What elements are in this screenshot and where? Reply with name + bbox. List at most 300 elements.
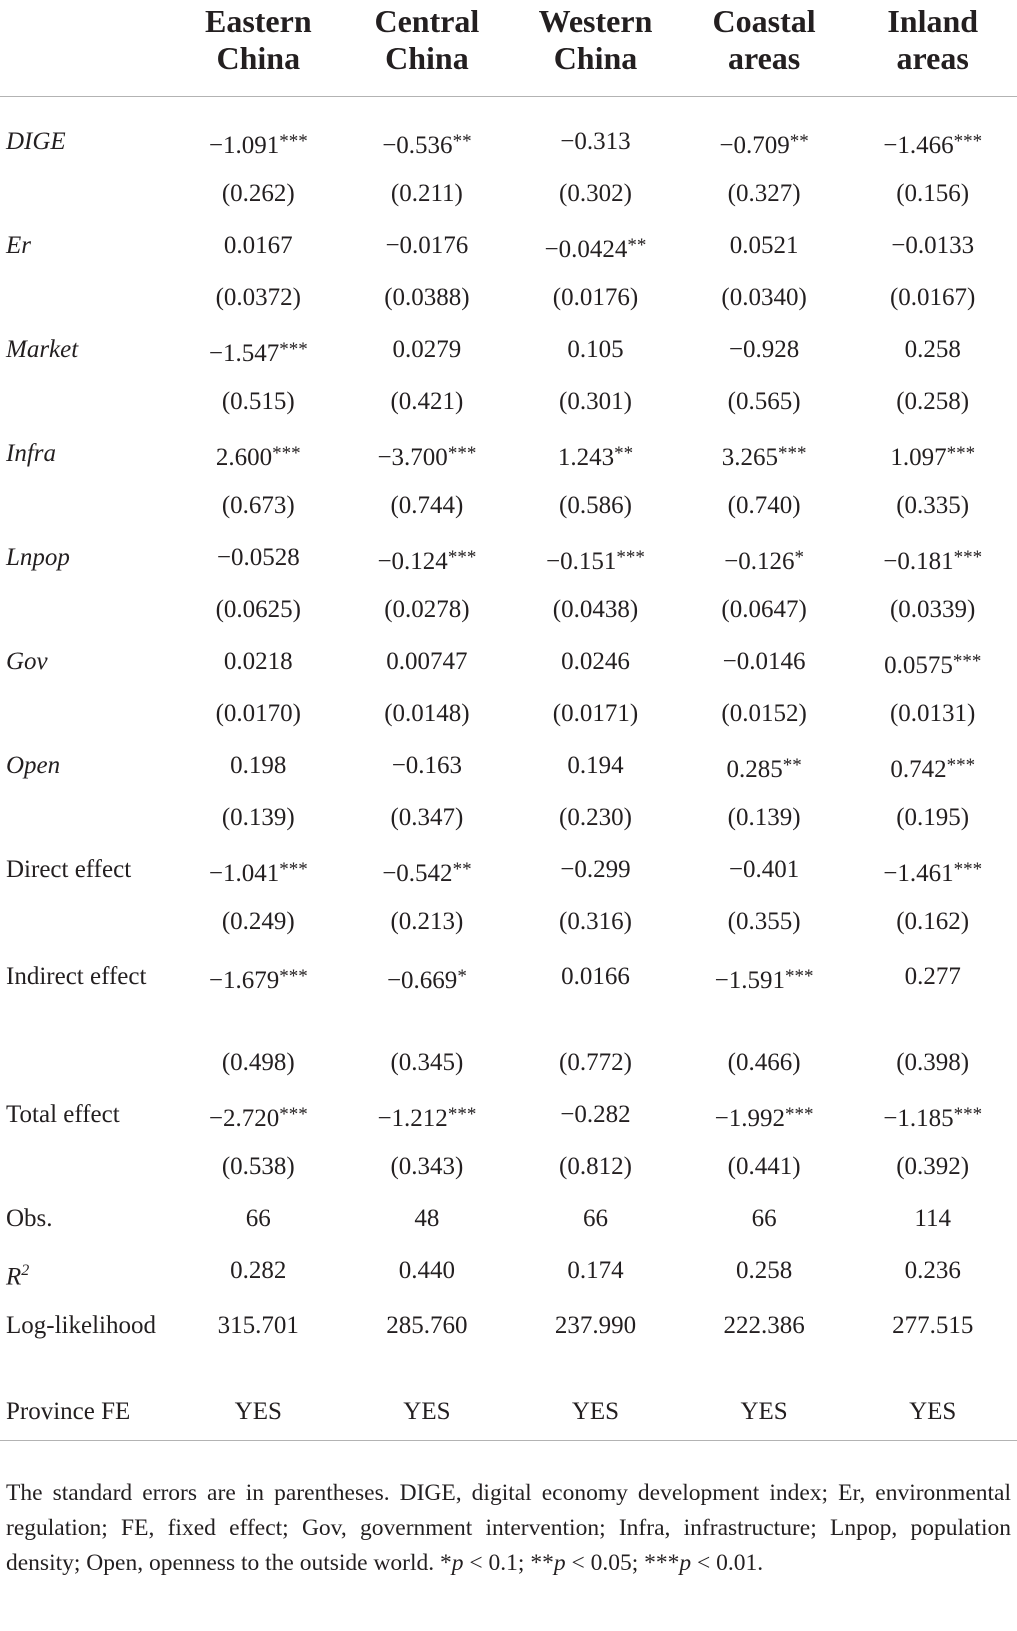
table-row — [0, 1195, 1017, 1247]
cell-value: −0.536 — [382, 132, 453, 159]
table-cell — [848, 742, 1017, 794]
table-cell — [343, 794, 512, 846]
cell-value: −0.181 — [883, 548, 954, 575]
table-cell — [511, 794, 680, 846]
cell-value: −1.992 — [714, 1105, 785, 1132]
table-cell — [174, 1039, 343, 1091]
cell-value: −3.700 — [377, 444, 448, 471]
row-label — [0, 1195, 174, 1247]
footnote-threshold-3: < 0.01. — [691, 1550, 764, 1576]
cell-value: 0.0246 — [561, 648, 630, 675]
cell-value: (0.335) — [896, 492, 970, 519]
table-cell — [848, 118, 1017, 170]
cell-value: (0.302) — [559, 180, 632, 207]
row-label-text: Gov — [6, 648, 48, 675]
table-row — [0, 482, 1017, 534]
table-footnote — [6, 1476, 1011, 1581]
table-cell — [511, 1247, 680, 1299]
cell-value: (0.538) — [221, 1153, 295, 1180]
table-row — [0, 326, 1017, 378]
table-cell — [511, 1299, 680, 1388]
cell-value: (0.392) — [896, 1153, 970, 1180]
cell-value: −1.679 — [208, 967, 280, 994]
row-label — [0, 638, 174, 690]
cell-value: 1.243 — [557, 444, 615, 471]
table-cell — [511, 1388, 680, 1440]
table-cell — [343, 1247, 512, 1299]
cell-value: (0.586) — [559, 492, 632, 519]
table-cell — [174, 1247, 343, 1299]
table-row — [0, 430, 1017, 482]
cell-value: (0.466) — [727, 1049, 801, 1076]
significance-stars: *** — [279, 1104, 308, 1125]
header-central-china: Central China — [374, 3, 480, 76]
table-cell — [343, 378, 512, 430]
table-cell — [511, 950, 680, 1039]
table-cell — [511, 846, 680, 898]
cell-value: 0.285 — [726, 756, 783, 783]
row-label — [0, 1299, 174, 1388]
table-cell — [680, 638, 849, 690]
cell-value: −0.163 — [391, 752, 463, 779]
cell-value: 0.0575 — [884, 652, 953, 679]
table-cell — [343, 742, 512, 794]
significance-stars: *** — [953, 859, 983, 880]
table-cell — [343, 1039, 512, 1091]
row-label — [0, 1247, 174, 1299]
cell-value: −0.0176 — [385, 232, 469, 259]
table-cell — [848, 482, 1017, 534]
table-cell — [174, 326, 343, 378]
cell-value: (0.398) — [896, 1049, 970, 1076]
cell-value: 66 — [751, 1205, 777, 1232]
significance-stars: *** — [952, 651, 982, 672]
cell-value: YES — [403, 1398, 451, 1425]
table-cell — [848, 690, 1017, 742]
table-row — [0, 1247, 1017, 1299]
cell-value: 0.282 — [230, 1257, 287, 1284]
table-cell — [174, 742, 343, 794]
row-label — [0, 586, 174, 638]
row-label-text: Lnpop — [6, 544, 70, 571]
cell-value: 0.105 — [567, 336, 624, 363]
significance-stars: ** — [789, 131, 809, 152]
cell-value: (0.139) — [221, 804, 295, 831]
table-cell — [848, 794, 1017, 846]
cell-value: (0.772) — [559, 1049, 632, 1076]
cell-value: 3.265 — [721, 444, 778, 471]
cell-value: −1.041 — [208, 860, 280, 887]
footnote-threshold-1: < 0.1; — [463, 1550, 525, 1576]
row-label — [0, 1091, 174, 1143]
cell-value: (0.0152) — [721, 700, 807, 727]
cell-value: 237.990 — [554, 1312, 637, 1339]
table-cell — [680, 1388, 849, 1440]
significance-stars: ** — [627, 235, 647, 256]
header-coastal-areas: Coastal areas — [712, 3, 816, 76]
cell-value: −0.282 — [560, 1101, 631, 1128]
table-cell — [511, 898, 680, 950]
table-cell — [680, 1143, 849, 1195]
cell-value: −2.720 — [208, 1105, 280, 1132]
table-cell — [511, 534, 680, 586]
table-cell — [343, 1299, 512, 1388]
table-cell — [511, 482, 680, 534]
table-cell — [343, 222, 512, 274]
cell-value: −1.461 — [883, 860, 954, 887]
table-cell — [174, 274, 343, 326]
row-label — [0, 1039, 174, 1091]
cell-value: 277.515 — [892, 1312, 974, 1339]
table-cell — [848, 1247, 1017, 1299]
table-cell — [848, 586, 1017, 638]
table-cell — [680, 1091, 849, 1143]
cell-value: (0.0438) — [552, 596, 639, 623]
row-label-text: Open — [6, 752, 61, 779]
cell-value: (0.156) — [896, 180, 970, 207]
cell-value: −0.313 — [560, 128, 631, 155]
cell-value: (0.316) — [559, 908, 632, 935]
cell-value: (0.301) — [559, 388, 632, 415]
table-cell — [680, 586, 849, 638]
cell-value: 0.0521 — [729, 232, 799, 259]
cell-value: 66 — [245, 1205, 271, 1232]
row-label-text: Infra — [6, 440, 56, 467]
footnote-threshold-2: < 0.05; — [565, 1550, 639, 1576]
table-cell — [680, 118, 849, 170]
cell-value: −0.126 — [724, 548, 795, 575]
cell-value: (0.230) — [559, 804, 632, 831]
table-cell — [343, 118, 512, 170]
cell-value: −1.091 — [208, 132, 280, 159]
table-cell — [174, 638, 343, 690]
cell-value: (0.421) — [390, 388, 464, 415]
significance-stars: *** — [785, 1104, 814, 1125]
table-row — [0, 1091, 1017, 1143]
cell-value: (0.0171) — [552, 700, 639, 727]
row-label — [0, 430, 174, 482]
significance-stars: *** — [447, 547, 477, 568]
row-label — [0, 794, 174, 846]
cell-value: 285.760 — [386, 1312, 468, 1339]
significance-stars: *** — [953, 131, 983, 152]
header-western-china: Western China — [538, 3, 653, 76]
table-cell — [848, 1195, 1017, 1247]
table-cell — [680, 534, 849, 586]
table-cell — [680, 1195, 849, 1247]
row-label — [0, 534, 174, 586]
table-cell — [511, 118, 680, 170]
significance-stars: *** — [279, 339, 308, 360]
table-row — [0, 1039, 1017, 1091]
table-cell — [174, 378, 343, 430]
significance-stars: *** — [447, 1104, 477, 1125]
cell-value: 0.194 — [567, 752, 624, 779]
table-cell — [343, 638, 512, 690]
row-label-text: DIGE — [6, 128, 66, 155]
cell-value: −0.0424 — [544, 236, 628, 263]
table-row — [0, 170, 1017, 222]
footnote-p-2: p — [553, 1550, 566, 1576]
row-label-text: Er — [6, 232, 31, 259]
cell-value: −0.542 — [382, 860, 453, 887]
cell-value: −0.928 — [728, 336, 800, 363]
table-cell — [511, 1143, 680, 1195]
cell-value: −0.401 — [728, 856, 800, 883]
row-label-text: R — [6, 1263, 22, 1291]
table-cell — [343, 1388, 512, 1440]
table-cell — [511, 326, 680, 378]
table-row — [0, 794, 1017, 846]
significance-stars: *** — [946, 755, 976, 776]
row-label-text: Direct effect — [6, 856, 132, 883]
table-row — [0, 378, 1017, 430]
row-label — [0, 222, 174, 274]
table-cell — [174, 534, 343, 586]
cell-value: (0.744) — [390, 492, 464, 519]
table-cell — [848, 1039, 1017, 1091]
table-row — [0, 742, 1017, 794]
table-cell — [848, 378, 1017, 430]
table-cell — [511, 638, 680, 690]
table-cell — [511, 430, 680, 482]
significance-stars: * — [457, 966, 467, 987]
cell-value: 222.386 — [723, 1312, 805, 1339]
table-cell — [174, 222, 343, 274]
row-label — [0, 742, 174, 794]
table-row — [0, 1388, 1017, 1440]
table-cell — [343, 950, 512, 1039]
cell-value: −0.151 — [546, 548, 617, 575]
cell-value: (0.345) — [390, 1049, 464, 1076]
cell-value: (0.0278) — [384, 596, 470, 623]
table-cell — [848, 430, 1017, 482]
cell-value: 1.097 — [890, 444, 947, 471]
cell-value: −0.709 — [719, 132, 790, 159]
cell-value: (0.0339) — [889, 596, 976, 623]
table-cell — [174, 586, 343, 638]
row-label-text: Market — [6, 336, 79, 363]
table-row — [0, 638, 1017, 690]
cell-value: 0.258 — [735, 1257, 793, 1284]
table-cell — [680, 1247, 849, 1299]
cell-value: 0.0167 — [223, 232, 293, 259]
table-cell — [680, 690, 849, 742]
cell-value: 0.198 — [230, 752, 287, 779]
header-inland-areas: Inland areas — [887, 3, 979, 76]
cell-value: (0.355) — [727, 908, 801, 935]
row-label — [0, 898, 174, 950]
cell-value: 0.742 — [890, 756, 947, 783]
table-cell — [174, 482, 343, 534]
table-cell — [174, 690, 343, 742]
row-label — [0, 1143, 174, 1195]
cell-value: (0.195) — [896, 804, 970, 831]
footnote-sig-1: * — [440, 1550, 452, 1576]
significance-stars: *** — [272, 443, 301, 464]
table-cell — [343, 586, 512, 638]
significance-stars: *** — [953, 547, 983, 568]
table-cell — [174, 430, 343, 482]
cell-value: (0.0340) — [721, 284, 807, 311]
cell-value: −0.669 — [386, 967, 458, 994]
table-cell — [174, 1091, 343, 1143]
table-cell — [511, 222, 680, 274]
table-cell — [680, 430, 849, 482]
cell-value: −1.185 — [883, 1105, 954, 1132]
cell-value: −1.466 — [883, 132, 954, 159]
cell-value: (0.262) — [221, 180, 295, 207]
row-label — [0, 846, 174, 898]
table-cell — [680, 274, 849, 326]
table-cell — [174, 1143, 343, 1195]
cell-value: (0.347) — [390, 804, 464, 831]
table-row — [0, 222, 1017, 274]
cell-value: (0.0625) — [215, 596, 301, 623]
table-row — [0, 534, 1017, 586]
row-label — [0, 118, 174, 170]
table-cell — [680, 326, 849, 378]
significance-stars: *** — [777, 443, 807, 464]
table-body — [0, 97, 1017, 1441]
cell-value: 315.701 — [217, 1312, 299, 1339]
cell-value: (0.211) — [390, 180, 463, 207]
table-cell — [511, 690, 680, 742]
cell-value: (0.565) — [727, 388, 801, 415]
table-cell — [680, 950, 849, 1039]
footnote-sig-2: ** — [530, 1550, 554, 1576]
table-cell — [343, 898, 512, 950]
cell-value: 48 — [414, 1205, 440, 1232]
row-label — [0, 326, 174, 378]
table-cell — [343, 430, 512, 482]
table-cell — [174, 118, 343, 170]
table-cell — [848, 534, 1017, 586]
table-header — [0, 0, 1017, 97]
table-cell — [680, 1039, 849, 1091]
row-label-text: Obs. — [6, 1205, 53, 1232]
table-cell — [511, 1039, 680, 1091]
cell-value: (0.0372) — [215, 284, 301, 311]
cell-value: (0.0388) — [384, 284, 470, 311]
table-cell — [174, 1299, 343, 1388]
significance-stars: *** — [279, 966, 308, 987]
footnote-p-1: p — [451, 1550, 464, 1576]
table-cell — [343, 534, 512, 586]
row-label-text: Indirect effect — [6, 963, 147, 990]
table-cell — [848, 326, 1017, 378]
cell-value: −0.299 — [560, 856, 631, 883]
significance-stars: * — [794, 547, 804, 568]
significance-stars: ** — [614, 443, 634, 464]
significance-stars: ** — [452, 859, 472, 880]
significance-stars: *** — [279, 859, 308, 880]
cell-value: 0.174 — [567, 1257, 624, 1284]
table-row — [0, 118, 1017, 170]
table-cell — [680, 170, 849, 222]
table-cell — [511, 274, 680, 326]
row-label-text: Total effect — [6, 1101, 120, 1128]
table-cell — [343, 482, 512, 534]
significance-stars: ** — [782, 755, 802, 776]
cell-value: 0.236 — [904, 1257, 961, 1284]
cell-value: 114 — [914, 1205, 951, 1232]
table-cell — [680, 742, 849, 794]
cell-value: −1.591 — [714, 967, 785, 994]
table-cell — [511, 378, 680, 430]
table-cell — [848, 638, 1017, 690]
cell-value: (0.0170) — [215, 700, 301, 727]
cell-value: (0.0647) — [721, 596, 807, 623]
cell-value: −0.0528 — [216, 544, 300, 571]
cell-value: 0.00747 — [386, 648, 468, 675]
table-cell — [680, 378, 849, 430]
significance-stars: *** — [946, 443, 976, 464]
table-cell — [343, 690, 512, 742]
cell-value: (0.0131) — [889, 700, 976, 727]
table-cell — [848, 950, 1017, 1039]
table-cell — [343, 274, 512, 326]
table-cell — [174, 1195, 343, 1247]
row-label-text: Province FE — [6, 1398, 131, 1425]
row-label — [0, 378, 174, 430]
table-cell — [343, 846, 512, 898]
table-cell — [174, 898, 343, 950]
cell-value: (0.249) — [221, 908, 295, 935]
cell-value: (0.673) — [221, 492, 295, 519]
table-cell — [680, 846, 849, 898]
row-label — [0, 950, 174, 1039]
table-cell — [680, 794, 849, 846]
header-blank — [0, 0, 174, 97]
cell-value: 0.258 — [904, 336, 961, 363]
significance-stars: ** — [452, 131, 472, 152]
cell-value: (0.441) — [727, 1153, 801, 1180]
table-cell — [511, 1091, 680, 1143]
table-cell — [343, 1091, 512, 1143]
cell-value: 0.0279 — [392, 336, 462, 363]
table-cell — [343, 170, 512, 222]
cell-value: 0.0218 — [223, 648, 293, 675]
table-cell — [343, 1143, 512, 1195]
table-cell — [848, 222, 1017, 274]
table-cell — [680, 222, 849, 274]
table-cell — [680, 898, 849, 950]
table-cell — [343, 326, 512, 378]
table-cell — [680, 482, 849, 534]
table-cell — [680, 1299, 849, 1388]
cell-value: (0.343) — [390, 1153, 464, 1180]
cell-value: 0.0166 — [561, 963, 630, 990]
significance-stars: *** — [447, 443, 477, 464]
table-cell — [848, 1091, 1017, 1143]
table-cell — [174, 950, 343, 1039]
table-row — [0, 690, 1017, 742]
cell-value: 2.600 — [215, 444, 273, 471]
table-row — [0, 950, 1017, 1039]
cell-value: −0.124 — [377, 548, 448, 575]
cell-value: (0.0167) — [889, 284, 976, 311]
cell-value: YES — [909, 1398, 957, 1425]
cell-value: −0.0146 — [722, 648, 806, 675]
row-label — [0, 170, 174, 222]
cell-value: YES — [571, 1398, 620, 1425]
table-cell — [848, 1388, 1017, 1440]
significance-stars: *** — [953, 1104, 983, 1125]
table-cell — [174, 1388, 343, 1440]
table-cell — [174, 170, 343, 222]
footnote-sig-3: *** — [644, 1550, 680, 1576]
